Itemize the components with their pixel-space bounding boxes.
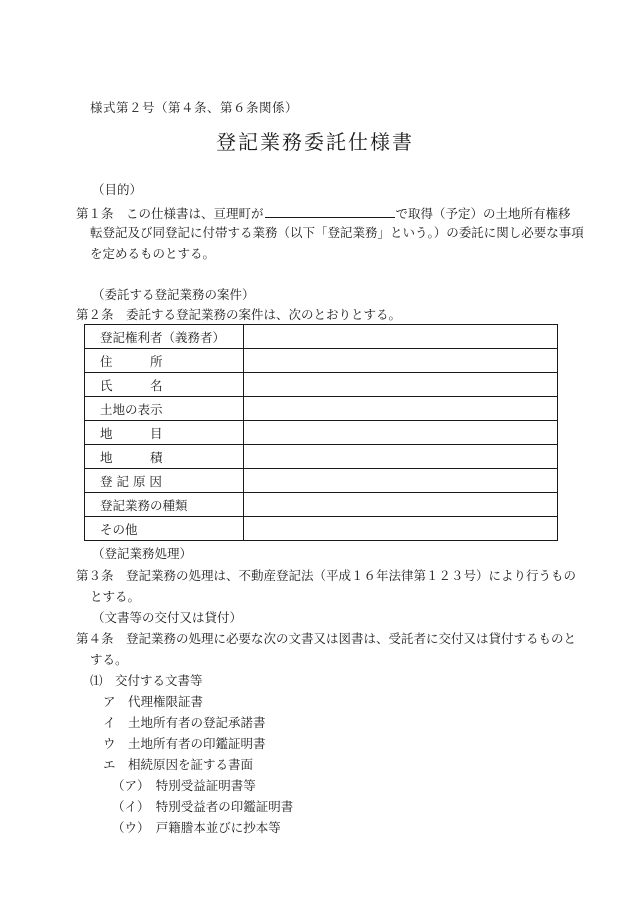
blank-field — [265, 204, 395, 218]
article-2-line-1: 第２条 委託する登記業務の案件は、次のとおりとする。 — [76, 307, 402, 322]
article-4-sub-a: ア 代理権限証書 — [103, 694, 204, 709]
article-4-line-2: する。 — [90, 652, 128, 667]
case-field-value — [244, 373, 558, 397]
case-table-row — [85, 493, 558, 517]
article-4-subsub-i: （イ） 特別受益者の印鑑証明書 — [112, 799, 294, 814]
case-field-value — [244, 517, 558, 541]
article-3-line-2: とする。 — [90, 589, 141, 604]
article-1-line-3: を定めるものとする。 — [90, 246, 216, 261]
case-table-row — [85, 469, 558, 493]
article-4-line-1: 第４条 登記業務の処理に必要な次の文書又は図書は、受託者に交付又は貸付するものと — [76, 631, 577, 646]
form-number: 様式第２号（第４条、第６条関係） — [90, 100, 299, 115]
case-field-label: 登記業務の種類 — [85, 493, 244, 517]
case-table — [84, 324, 558, 541]
case-table-row — [85, 349, 558, 373]
case-field-value — [244, 325, 558, 349]
article-3-heading: （登記業務処理） — [92, 546, 193, 561]
article-2-heading: （委託する登記業務の案件） — [92, 287, 255, 302]
case-table-row — [85, 397, 558, 421]
case-field-value — [244, 349, 558, 373]
article-4-sub-u: ウ 土地所有者の印鑑証明書 — [103, 736, 266, 751]
case-table-row — [85, 325, 558, 349]
case-field-label: 住 所 — [85, 349, 244, 373]
case-field-label: 地 目 — [85, 421, 244, 445]
case-field-label: 登記権利者（義務者） — [85, 325, 244, 349]
article-4-subsub-u: （ウ） 戸籍謄本並びに抄本等 — [112, 820, 281, 835]
case-field-label: その他 — [85, 517, 244, 541]
case-field-value — [244, 397, 558, 421]
article-1-line-1b: で取得（予定）の土地所有権移 — [395, 206, 571, 221]
case-field-label: 氏 名 — [85, 373, 244, 397]
article-4-sub-i: イ 土地所有者の登記承諾書 — [103, 715, 266, 730]
case-table-row — [85, 373, 558, 397]
case-field-label: 登 記 原 因 — [85, 469, 244, 493]
case-field-value — [244, 445, 558, 469]
article-4-heading: （文書等の交付又は貸付） — [92, 610, 243, 625]
article-1-heading: （目的） — [92, 182, 143, 197]
case-table-row — [85, 517, 558, 541]
article-1-line-1 — [76, 204, 571, 222]
page-title: 登記業務委託仕様書 — [216, 130, 414, 154]
article-1-line-2: 転登記及び同登記に付帯する業務（以下「登記業務」という。）の委託に関し必要な事項 — [90, 225, 584, 240]
article-4-subsub-a: （ア） 特別受益証明書等 — [112, 778, 256, 793]
case-field-value — [244, 469, 558, 493]
case-field-label: 地 積 — [85, 445, 244, 469]
case-field-value — [244, 493, 558, 517]
case-field-label: 土地の表示 — [85, 397, 244, 421]
article-1-line-1a: 第１条 この仕様書は、亘理町が — [76, 206, 264, 221]
case-table-row — [85, 445, 558, 469]
article-3-line-1: 第３条 登記業務の処理は、不動産登記法（平成１６年法律第１２３号）により行うもの — [76, 568, 577, 583]
article-4-sub-e: エ 相続原因を証する書面 — [103, 757, 254, 772]
case-field-value — [244, 421, 558, 445]
article-4-item-1: ⑴ 交付する文書等 — [90, 673, 203, 688]
case-table-row — [85, 421, 558, 445]
